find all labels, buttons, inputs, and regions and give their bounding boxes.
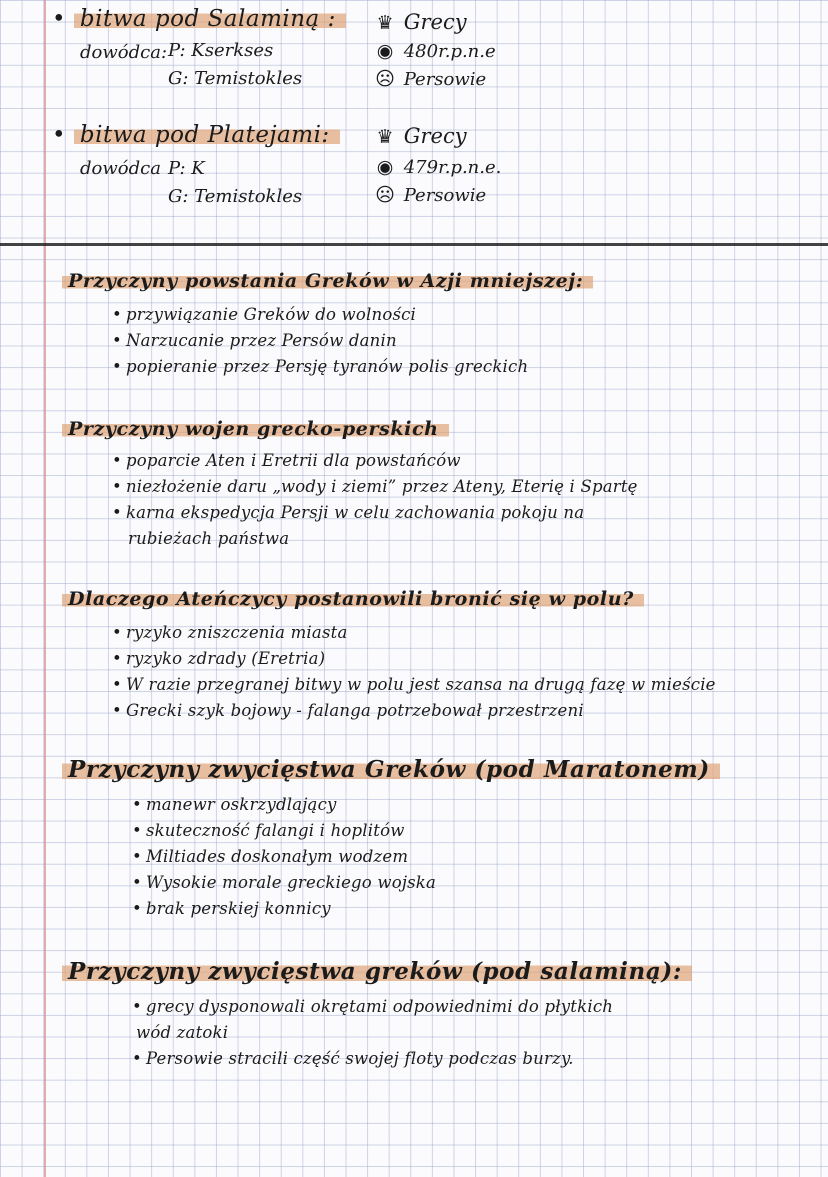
battle2-date: 479r.p.n.e. [403,157,502,178]
section-4-title: Przyczyny zwycięstwa Greków (pod Maratonem) [62,756,720,783]
battle1-date-row [372,40,496,62]
list-item: wód zatoki [136,1023,229,1042]
list-item: • W razie przegranej bitwy w polu jest szansa na drugą fazę w mieście [112,675,716,694]
battle1-title: bitwa pod Salaminą : [74,6,346,32]
section-4-title-wrap [62,756,720,783]
battle1-winner: Grecy [403,10,467,34]
battle1-winner-row [372,10,467,34]
list-item: • ryzyko zdrady (Eretria) [112,649,326,668]
section-5-title: Przyczyny zwycięstwa greków (pod salaminą): [62,958,692,985]
battle2-loser-row [372,184,486,206]
clock-icon: ◉ [376,40,394,62]
battle1-loser: Persowie [403,69,487,90]
battle2-commander-persian: P: K [168,158,205,179]
battle2-commanders-label: dowódca [80,158,161,179]
list-item: • Grecki szyk bojowy - falanga potrzebował przestrzeni [112,701,584,720]
list-item: • Miltiades doskonałym wodzem [132,847,409,866]
list-item: • skuteczność falangi i hoplitów [132,821,405,840]
notebook-margin-line [44,0,46,1177]
section-2-title-wrap [62,418,449,440]
sad-face-icon: ☹ [375,68,395,90]
list-item: • Persowie stracili część swojej floty podczas burzy. [132,1049,574,1068]
section-1-list [112,302,528,380]
section-4-list [132,792,436,922]
list-item: • Wysokie morale greckiego wojska [132,873,437,892]
section-5-title-wrap [62,958,692,985]
section-2-title: Przyczyny wojen grecko-perskich [62,418,449,440]
section-1-title: Przyczyny powstania Greków w Azji mniejszej: [62,270,593,292]
section-3-title-wrap [62,588,644,610]
crown-icon: ♛ [376,12,394,34]
section-2-list [112,448,638,552]
section-5-list [132,994,613,1072]
battle2-date-row [372,156,501,178]
battle2-loser: Persowie [403,185,487,206]
battle1-date: 480r.p.n.e [403,41,496,62]
list-item: rubieżach państwa [128,529,290,548]
list-item: • ryzyko zniszczenia miasta [112,623,348,642]
battle1-commander-greek: G: Temistokles [168,68,303,89]
sad-face-icon: ☹ [375,184,395,206]
list-item: • popieranie przez Persję tyranów polis greckich [112,357,529,376]
list-item: • Narzucanie przez Persów danin [112,331,397,350]
list-item: • poparcie Aten i Eretrii dla powstańców [112,451,461,470]
list-item: • przywiązanie Greków do wolności [112,305,417,324]
list-item: • niezłożenie daru „wody i ziemi” przez Ateny, Eterię i Spartę [112,477,638,496]
battle1-commanders-label: dowódca: [80,42,168,63]
section-3-title: Dlaczego Ateńczycy postanowili bronić się w polu? [62,588,644,610]
battle2-winner: Grecy [403,124,467,148]
battle2-winner-row [372,124,467,148]
section-3-list [112,620,716,724]
battle1-title-wrap: • bitwa pod Salaminą : [52,6,346,32]
battle2-title: bitwa pod Platejami: [74,122,340,148]
list-item: • manewr oskrzydlający [132,795,337,814]
list-item: • grecy dysponowali okrętami odpowiednimi do płytkich [132,997,614,1016]
list-item: • karna ekspedycja Persji w celu zachowania pokoju na [112,503,585,522]
section-1-title-wrap [62,270,593,292]
battle2-commander-greek: G: Temistokles [168,186,303,207]
crown-icon: ♛ [376,126,394,148]
section-divider [0,243,828,246]
battle1-loser-row [372,68,486,90]
battle1-commander-persian: P: Kserkses [168,40,274,61]
list-item: • brak perskiej konnicy [132,899,331,918]
clock-icon: ◉ [376,156,394,178]
battle2-title-wrap: • bitwa pod Platejami: [52,122,340,148]
